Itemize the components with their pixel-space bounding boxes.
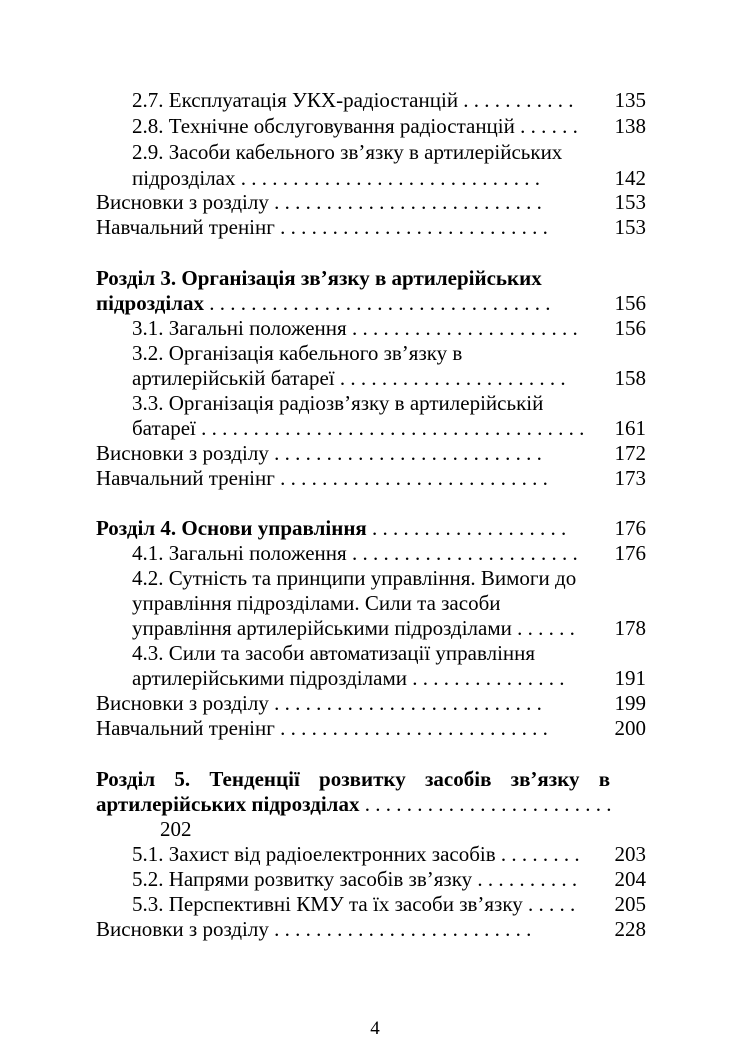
- toc-entry-5-3[interactable]: 5.3. Перспективні КМУ та їх засоби зв’язку . . . . .: [132, 892, 576, 916]
- toc-page-ch3-conclusions: 172: [614, 441, 646, 465]
- toc-page-ch4-training: 200: [614, 716, 646, 740]
- toc-entry-2-9[interactable]: 2.9. Засоби кабельного зв’язку в артилерійських: [132, 140, 563, 164]
- toc-page-ch5-conclusions: 228: [614, 917, 646, 941]
- toc-entry-ch2-training[interactable]: Навчальний тренінг . . . . . . . . . . . . . . . . . . . . . . . . . .: [96, 215, 548, 239]
- toc-page-3-1: 156: [614, 316, 646, 340]
- toc-chapter-5-leader: . . . . . . . . . . . . . . . . . . . . . . . .: [359, 792, 612, 816]
- toc-entry-4-3-cont[interactable]: артилерійськими підрозділами . . . . . . . . . . . . . . .: [132, 666, 565, 690]
- toc-entry-ch4-conclusions[interactable]: Висновки з розділу . . . . . . . . . . . . . . . . . . . . . . . . . .: [96, 691, 542, 715]
- toc-chapter-3-title-end: підрозділах: [96, 291, 205, 315]
- toc-page-ch2-conclusions: 153: [614, 190, 646, 214]
- toc-entry-3-3-cont[interactable]: батареї . . . . . . . . . . . . . . . . . . . . . . . . . . . . . . . . . . . . .: [132, 416, 585, 440]
- toc-entry-ch5-conclusions[interactable]: Висновки з розділу . . . . . . . . . . . . . . . . . . . . . . . . .: [96, 917, 532, 941]
- toc-chapter-5-title[interactable]: Розділ 5. Тенденції розвитку засобів зв’язку в: [96, 767, 611, 791]
- toc-entry-ch4-training[interactable]: Навчальний тренінг . . . . . . . . . . . . . . . . . . . . . . . . . .: [96, 716, 548, 740]
- toc-page-ch3-training: 173: [614, 466, 646, 490]
- toc-entry-4-2-cont[interactable]: управління підрозділами. Сили та засоби: [132, 591, 501, 615]
- toc-page-chapter-4: 176: [614, 516, 646, 540]
- toc-entry-4-3[interactable]: 4.3. Сили та засоби автоматизації управління: [132, 641, 536, 665]
- toc-entry-ch3-conclusions[interactable]: Висновки з розділу . . . . . . . . . . . . . . . . . . . . . . . . . .: [96, 441, 542, 465]
- toc-page-2-8: 138: [614, 114, 646, 138]
- toc-entry-ch3-training[interactable]: Навчальний тренінг . . . . . . . . . . . . . . . . . . . . . . . . . .: [96, 466, 548, 490]
- toc-page-5-1: 203: [614, 842, 646, 866]
- toc-page-chapter-5: 202: [160, 817, 192, 841]
- toc-chapter-5-title-cont[interactable]: [96, 792, 611, 817]
- toc-entry-4-2[interactable]: 4.2. Сутність та принципи управління. Вимоги до: [132, 566, 577, 590]
- toc-page-3-3: 161: [614, 416, 646, 440]
- toc-page-2-9: 142: [614, 166, 646, 190]
- toc-chapter-4-heading: Розділ 4. Основи управління: [96, 516, 367, 540]
- page-number: 4: [370, 1018, 380, 1039]
- toc-entry-ch2-conclusions[interactable]: Висновки з розділу . . . . . . . . . . . . . . . . . . . . . . . . . .: [96, 190, 542, 214]
- toc-entry-4-1[interactable]: 4.1. Загальні положення . . . . . . . . . . . . . . . . . . . . . .: [132, 541, 578, 565]
- toc-entry-2-9-cont[interactable]: підрозділах . . . . . . . . . . . . . . . . . . . . . . . . . . . . .: [132, 166, 540, 190]
- toc-entry-4-2-cont2[interactable]: управління артилерійськими підрозділами . . . . . .: [132, 616, 575, 640]
- toc-page-4-3: 191: [614, 666, 646, 690]
- toc-page-2-7: 135: [614, 88, 646, 112]
- toc-page-ch2-training: 153: [614, 215, 646, 239]
- toc-chapter-3-leader: . . . . . . . . . . . . . . . . . . . . . . . . . . . . . . . . .: [204, 291, 551, 315]
- toc-chapter-5-title-end: артилерійських підрозділах: [96, 792, 360, 816]
- toc-page-3-2: 158: [614, 366, 646, 390]
- toc-entry-5-2[interactable]: 5.2. Напрями розвитку засобів зв’язку . . . . . . . . . .: [132, 867, 578, 891]
- toc-chapter-4-leader: . . . . . . . . . . . . . . . . . . .: [366, 516, 567, 540]
- toc-chapter-3-title-cont[interactable]: [96, 291, 551, 316]
- toc-entry-3-1[interactable]: 3.1. Загальні положення . . . . . . . . . . . . . . . . . . . . . .: [132, 316, 578, 340]
- toc-entry-2-7[interactable]: 2.7. Експлуатація УКХ-радіостанцій . . . . . . . . . . .: [132, 88, 574, 112]
- toc-page-5-2: 204: [614, 867, 646, 891]
- toc-page-4-2: 178: [614, 616, 646, 640]
- toc-page-5-3: 205: [614, 892, 646, 916]
- toc-chapter-4-title[interactable]: [96, 516, 566, 541]
- toc-page-ch4-conclusions: 199: [614, 691, 646, 715]
- toc-page-chapter-3: 156: [614, 291, 646, 315]
- toc-chapter-3-title[interactable]: Розділ 3. Організація зв’язку в артилерійських: [96, 266, 542, 290]
- toc-entry-5-1[interactable]: 5.1. Захист від радіоелектронних засобів . . . . . . . .: [132, 842, 580, 866]
- toc-entry-3-3[interactable]: 3.3. Організація радіозв’язку в артилерійській: [132, 391, 544, 415]
- toc-page-4-1: 176: [614, 541, 646, 565]
- toc-entry-2-8[interactable]: 2.8. Технічне обслуговування радіостанцій . . . . . .: [132, 114, 578, 138]
- toc-entry-3-2[interactable]: 3.2. Організація кабельного зв’язку в: [132, 341, 463, 365]
- toc-entry-3-2-cont[interactable]: артилерійській батареї . . . . . . . . . . . . . . . . . . . . . .: [132, 366, 566, 390]
